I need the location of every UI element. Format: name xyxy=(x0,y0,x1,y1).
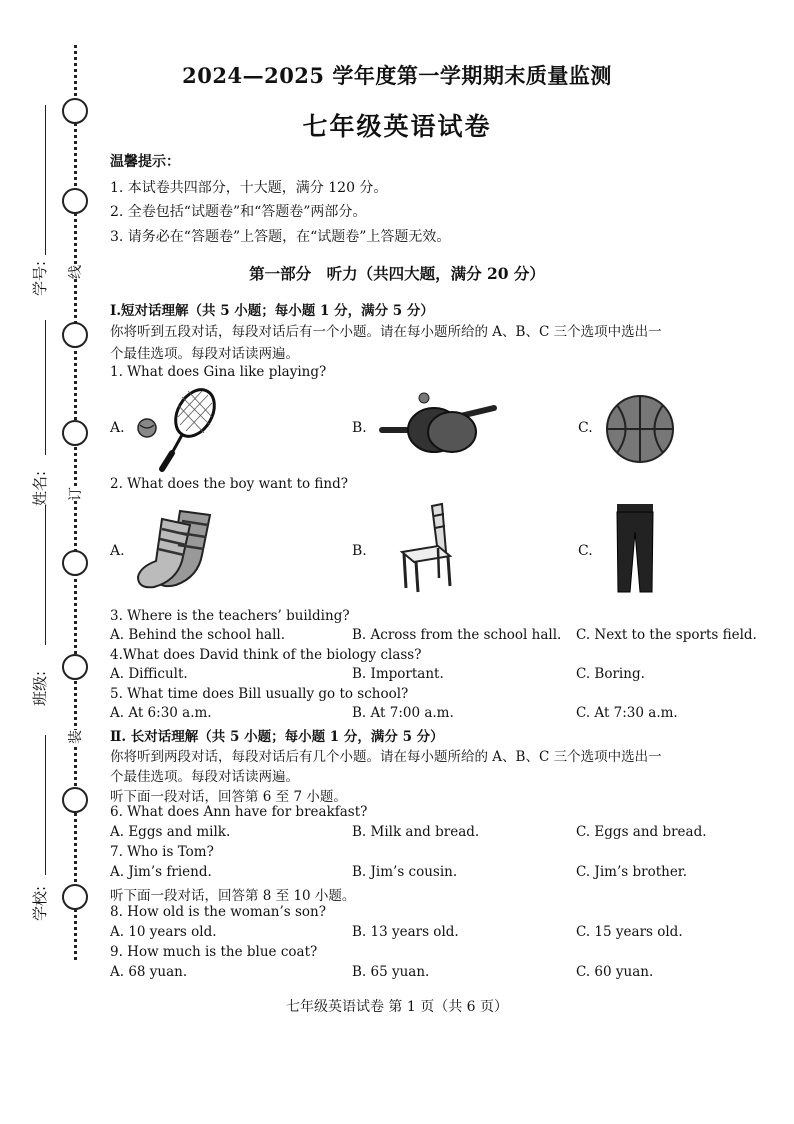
binding-hole xyxy=(62,654,88,680)
section-title: I.短对话理解（共 5 小题；每小题 1 分，满分 5 分） xyxy=(110,303,434,319)
section-instructions: 你将听到两段对话，每段对话后有几个小题。请在每小题所给的 A、B、C 三个选项中选出一 xyxy=(110,749,662,765)
question-7: 7. Who is Tom? xyxy=(110,844,214,860)
fill-line-school xyxy=(45,735,46,875)
option-c: C. Jim’s brother. xyxy=(576,864,688,880)
option-c: C. At 7:30 a.m. xyxy=(576,705,678,721)
option-label-b: B. xyxy=(352,420,367,436)
option-label-b: B. xyxy=(352,543,367,559)
question-9: 9. How much is the blue coat? xyxy=(110,944,318,960)
name-label: 姓名: xyxy=(31,470,50,507)
option-b: B. Important. xyxy=(352,666,444,682)
question-2: 2. What does the boy want to find? xyxy=(110,476,349,492)
option-b: B. 65 yuan. xyxy=(352,964,430,980)
option-c: C. 60 yuan. xyxy=(576,964,654,980)
option-label-a: A. xyxy=(110,543,125,559)
binding-char-staple: 订 xyxy=(65,487,85,501)
binding-char-bind: 装 xyxy=(65,730,85,744)
question-1: 1. What does Gina like playing? xyxy=(110,364,327,380)
binding-hole xyxy=(62,322,88,348)
binding-hole xyxy=(62,884,88,910)
question-8: 8. How old is the woman’s son? xyxy=(110,904,326,920)
section-title: Ⅱ. 长对话理解（共 5 小题；每小题 1 分，满分 5 分） xyxy=(110,729,444,745)
section-instructions: 个最佳选项。每段对话读两遍。 xyxy=(110,346,299,362)
socks-icon xyxy=(132,505,224,595)
student-id-label: 学号: xyxy=(31,260,50,297)
binding-char-line: 线 xyxy=(65,265,85,279)
binding-hole xyxy=(62,787,88,813)
section-instructions: 你将听到五段对话，每段对话后有一个小题。请在每小题所给的 A、B、C 三个选项中选出一 xyxy=(110,324,662,340)
binding-hole xyxy=(62,550,88,576)
option-a: A. 10 years old. xyxy=(110,924,217,940)
part-title: 第一部分 听力（共四大题，满分 20 分） xyxy=(249,264,545,283)
option-a: A. Jim’s friend. xyxy=(110,864,212,880)
option-b: B. Jim’s cousin. xyxy=(352,864,458,880)
tip-item: 1. 本试卷共四部分，十大题，满分 120 分。 xyxy=(110,180,388,196)
question-5: 5. What time does Bill usually go to school? xyxy=(110,686,409,702)
tennis-racket-icon xyxy=(132,385,222,475)
fill-line-name xyxy=(45,320,46,455)
listening-prompt: 听下面一段对话，回答第 8 至 10 小题。 xyxy=(110,888,356,904)
tip-item: 2. 全卷包括“试题卷”和“答题卷”两部分。 xyxy=(110,204,367,220)
school-label: 学校: xyxy=(31,885,50,922)
class-label: 班级: xyxy=(31,670,50,707)
chair-icon xyxy=(394,502,464,594)
option-b: B. 13 years old. xyxy=(352,924,459,940)
option-b: B. At 7:00 a.m. xyxy=(352,705,454,721)
option-a: A. Difficult. xyxy=(110,666,188,682)
option-label-c: C. xyxy=(578,420,593,436)
option-a: A. Eggs and milk. xyxy=(110,824,231,840)
fill-line-class xyxy=(45,505,46,645)
option-c: C. Next to the sports field. xyxy=(576,627,757,643)
option-b: B. Milk and bread. xyxy=(352,824,480,840)
listening-prompt: 听下面一段对话，回答第 6 至 7 小题。 xyxy=(110,789,347,805)
trousers-icon xyxy=(612,502,658,594)
question-4: 4.What does David think of the biology class? xyxy=(110,647,422,663)
section-instructions: 个最佳选项。每段对话读两遍。 xyxy=(110,769,299,785)
binding-dotted-line xyxy=(74,45,77,960)
option-c: C. Boring. xyxy=(576,666,645,682)
binding-hole xyxy=(62,420,88,446)
exam-subtitle: 七年级英语试卷 xyxy=(302,112,492,141)
exam-title: 2024—2025 学年度第一学期期末质量监测 xyxy=(182,63,612,88)
question-6: 6. What does Ann have for breakfast? xyxy=(110,804,368,820)
tip-item: 3. 请务必在“答题卷”上答题，在“试题卷”上答题无效。 xyxy=(110,229,451,245)
ping-pong-paddle-icon xyxy=(372,390,502,460)
option-a: A. Behind the school hall. xyxy=(110,627,285,643)
option-label-c: C. xyxy=(578,543,593,559)
option-b: B. Across from the school hall. xyxy=(352,627,562,643)
option-c: C. Eggs and bread. xyxy=(576,824,707,840)
question-3: 3. Where is the teachers’ building? xyxy=(110,608,350,624)
option-label-a: A. xyxy=(110,420,125,436)
option-a: A. At 6:30 a.m. xyxy=(110,705,212,721)
basketball-icon xyxy=(604,393,676,465)
option-c: C. 15 years old. xyxy=(576,924,683,940)
page-footer: 七年级英语试卷 第 1 页（共 6 页） xyxy=(285,999,509,1015)
option-a: A. 68 yuan. xyxy=(110,964,188,980)
binding-hole xyxy=(62,188,88,214)
tips-heading: 温馨提示： xyxy=(110,154,180,170)
